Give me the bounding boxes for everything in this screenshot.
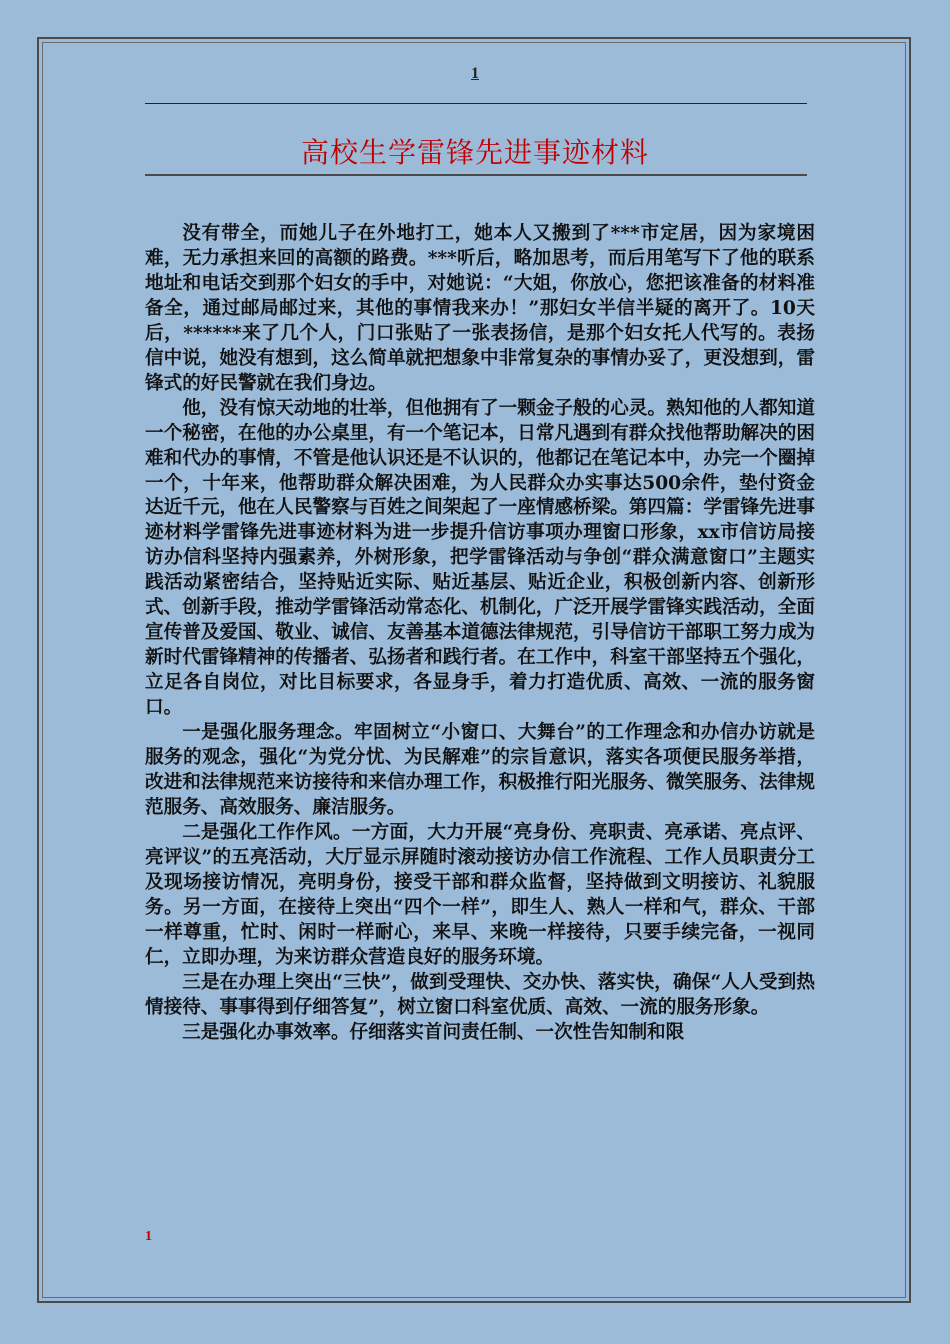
document-title: 高校生学雷锋先进事迹材料: [300, 136, 649, 169]
paragraph: 一是强化服务理念。牢固树立“小窗口、大舞台”的工作理念和办信办访就是服务的观念，强化“为党分忧、为民解难”的宗旨意识，落实各项便民服务举措，改进和法律规范来访接待和来信办理工作，积极推行阳光服务、微笑服务、法律规范服务、高效服务、廉洁服务。: [145, 722, 815, 818]
paragraph: 他，没有惊天动地的壮举，但他拥有了一颗金子般的心灵。熟知他的人都知道一个秘密，在他的办公桌里，有一个笔记本，日常凡遇到有群众找他帮助解决的困难和代办的事情，不管是他认识还是不认识的，他都记在笔记本中，办完一个圈掉一个，十年来，他帮助群众解决困难，为人民群众办实事达500余件，垫付资金达近千元，他在人民警察与百姓之间架起了一座情感桥梁。第四篇：学雷锋先进事迹材料学雷锋先进事迹材料为进一步提升信访事项办理窗口形象，xx市信访局接访办信科坚持内强素养，外树形象，把学雷锋活动与争创“群众满意窗口”主题实践活动紧密结合，坚持贴近实际、贴近基层、贴近企业，积极创新内容、创新形式、创新手段，推动学雷锋活动常态化、机制化，广泛开展学雷锋实践活动，全面宣传普及爱国、敬业、诚信、友善基本道德法律规范，引导信访干部职工努力成为新时代雷锋精神的传播者、弘扬者和践行者。在工作中，科室干部坚持五个强化，立足各自岗位，对比目标要求，各显身手，着力打造优质、高效、一流的服务窗口。: [145, 397, 815, 719]
paragraph: 二是强化工作作风。一方面，大力开展“亮身份、亮职责、亮承诺、亮点评、亮评议”的五亮活动，大厅显示屏随时滚动接访办信工作流程、工作人员职责分工及现场接访情况，亮明身份，接受干部和群众监督，坚持做到文明接访、礼貌服务。另一方面，在接待上突出“四个一样”，即生人、熟人一样和气，群众、干部一样尊重，忙时、闲时一样耐心，来早、来晚一样接待，只要手续完备，一视同仁，立即办理，为来访群众营造良好的服务环境。: [145, 821, 815, 968]
header-divider: [145, 103, 807, 104]
document-body: [145, 222, 815, 1045]
title-divider: [145, 174, 807, 176]
header-page-number: 1: [471, 65, 479, 82]
paragraph: 没有带全，而她儿子在外地打工，她本人又搬到了***市定居，因为家境困难，无力承担来回的高额的路费。***听后，略加思考，而后用笔写下了他的联系地址和电话交到那个妇女的手中，对她说：“大姐，你放心，您把该准备的材料准备全，通过邮局邮过来，其他的事情我来办！”那妇女半信半疑的离开了。10天后，******来了几个人，门口张贴了一张表扬信，是那个妇女托人代写的。表扬信中说，她没有想到，这么简单就把想象中非常复杂的事情办妥了，更没想到，雷锋式的好民警就在我们身边。: [145, 223, 815, 394]
footer-page-number: 1: [145, 1229, 152, 1244]
paragraph: 三是强化办事效率。仔细落实首问责任制、一次性告知制和限: [182, 1021, 685, 1043]
paragraph: 三是在办理上突出“三快”，做到受理快、交办快、落实快，确保“人人受到热情接待、事事得到仔细答复”，树立窗口科室优质、高效、一流的服务形象。: [145, 971, 815, 1018]
